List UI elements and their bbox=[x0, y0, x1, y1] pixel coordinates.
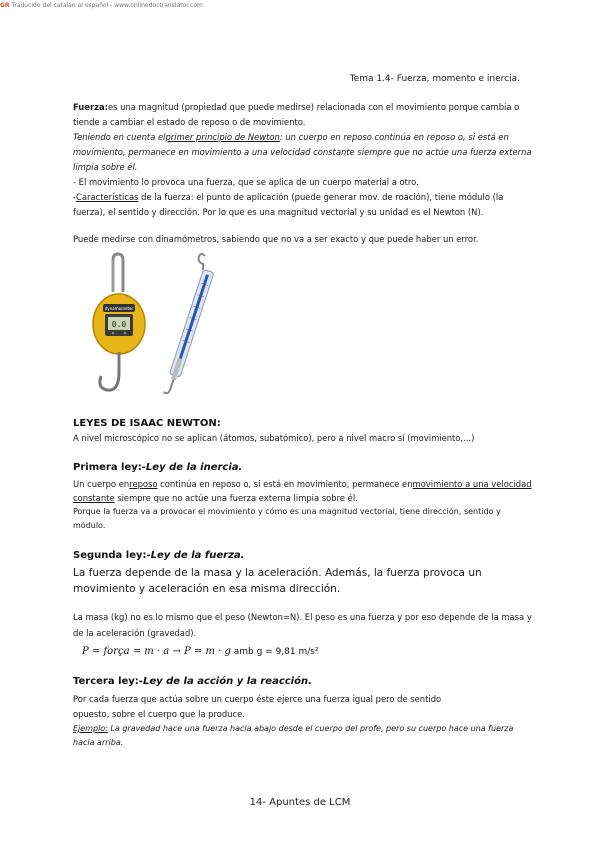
spring-top-hook bbox=[199, 254, 206, 270]
third-law-text: Por cada fuerza que actúa sobre un cuerpo éste ejerce una fuerza igual pero de sentido opuesto, sobre el cuerpo que la produce. bbox=[73, 694, 442, 719]
second-law-subtitle: -Ley de la fuerza. bbox=[146, 550, 245, 561]
first-law-explanation: Porque la fuerza va a provocar el movimiento y cómo es una magnitud vectorial, tiene dirección, sentido y módulo. bbox=[73, 507, 501, 530]
fuerza-label: Fuerza: bbox=[73, 102, 108, 112]
mass-weight-text: La masa (kg) no es lo mismo que el peso (Newton=N). El peso es una fuerza y por eso depende de la masa y de la aceleración (gravedad). bbox=[73, 612, 532, 638]
fuerza-text: es una magnitud (propiedad que puede medirse) relacionada con el movimiento porque cambia o tiende a cambiar el estado de reposo o de movimiento. bbox=[73, 102, 520, 127]
scale-button-left bbox=[112, 332, 115, 335]
first-law-subtitle: -Ley de la inercia. bbox=[141, 462, 243, 473]
characteristics-text: de la fuerza: el punto de aplicación (puede generar mov. de roación), tiene módulo (la fuerza), el sentido y dirección. Por lo que es una magnitud vectorial y su unidad es el Newton (N). bbox=[73, 192, 504, 217]
spring-scale-strip bbox=[179, 274, 209, 359]
third-law bbox=[73, 674, 533, 750]
newton-link: primer principio de Newton bbox=[165, 132, 280, 142]
translator-banner bbox=[0, 0, 203, 10]
laws-title: LEYES DE ISAAC NEWTON: bbox=[73, 418, 221, 429]
page-footer: 14- Apuntes de LCM bbox=[249, 797, 351, 808]
second-law-title: Segunda ley: bbox=[73, 550, 147, 561]
scale-display-value: 0.0 bbox=[111, 320, 127, 329]
spring-bottom-hook bbox=[163, 378, 173, 394]
translator-text: Traducido del catalán al español - www.onlinedoctranslator.com bbox=[11, 1, 203, 9]
third-law-title: Tercera ley: bbox=[73, 676, 139, 687]
scale-bottom-hook bbox=[100, 352, 119, 390]
newton-post: : un cuerpo en reposo continúa en reposo o, si está en movimiento, permanece en movimiento a una velocidad constante siempre que no actúe una fuerza externa limpia sobre él. bbox=[73, 132, 532, 172]
fuerza-definition bbox=[73, 100, 533, 130]
intro-section bbox=[73, 100, 533, 247]
characteristics-label: Características bbox=[76, 192, 139, 202]
second-law-heading bbox=[73, 548, 533, 563]
first-law-heading bbox=[73, 460, 533, 475]
first-law-t2: reposo bbox=[129, 479, 158, 489]
first-law-t5: siempre que no actúe una fuerza externa limpia sobre él. bbox=[114, 493, 358, 503]
second-law-text: La fuerza depende de la masa y la aceleración. Además, la fuerza provoca un movimiento y aceleración en esa misma dirección. bbox=[73, 567, 482, 595]
second-law bbox=[73, 548, 533, 641]
first-law-text bbox=[73, 477, 533, 505]
page-header: Tema 1.4- Fuerza, momento e inercia. bbox=[349, 74, 520, 84]
dynamometer-images bbox=[85, 252, 235, 400]
laws-intro: A nivel microscópico no se aplican (átomos, subatómico), pero a nivel macro sí (movimiento,...) bbox=[73, 433, 475, 443]
measure-text: Puede medirse con dinamómetros, sabiendo que no va a ser exacto y que puede haber un error. bbox=[73, 234, 479, 244]
translator-logo: GR bbox=[0, 1, 10, 9]
first-law-t4: movimiento a una velocidad constante bbox=[73, 479, 532, 503]
newton-principle bbox=[73, 130, 533, 175]
formula-gravity: amb g = 9,81 m/s² bbox=[230, 647, 319, 657]
third-law-example bbox=[73, 722, 533, 750]
scale-brand: dynamometer bbox=[104, 306, 134, 311]
weight-formula bbox=[82, 646, 319, 657]
newton-pre: Teniendo en cuenta el bbox=[73, 132, 166, 142]
first-law bbox=[73, 460, 533, 533]
third-law-heading bbox=[73, 674, 533, 689]
scale-button-right bbox=[124, 332, 127, 335]
bullet-dash: - bbox=[73, 192, 77, 202]
example-text: La gravedad hace una fuerza hacia abajo desde el cuerpo del profe, pero su cuerpo hace una fuerza hacia arriba. bbox=[73, 724, 514, 747]
third-law-subtitle: -Ley de la acción y la reacción. bbox=[138, 676, 312, 687]
first-law-title: Primera ley: bbox=[73, 462, 142, 473]
first-law-t3: continúa en reposo o, si está en movimiento, permanece en bbox=[157, 479, 413, 489]
laws-section bbox=[73, 416, 533, 446]
formula-expression: P = força = m · a → P = m · g bbox=[82, 646, 231, 657]
dynamometer-illustration bbox=[85, 252, 235, 400]
bullet-characteristics bbox=[73, 190, 533, 220]
example-label: Ejemplo: bbox=[73, 724, 108, 733]
bullet-movement: - El movimiento lo provoca una fuerza, que se aplica de un cuerpo material a otro. bbox=[73, 177, 419, 187]
first-law-t1: Un cuerpo en bbox=[73, 479, 130, 489]
spring-dynamometer bbox=[163, 269, 213, 396]
